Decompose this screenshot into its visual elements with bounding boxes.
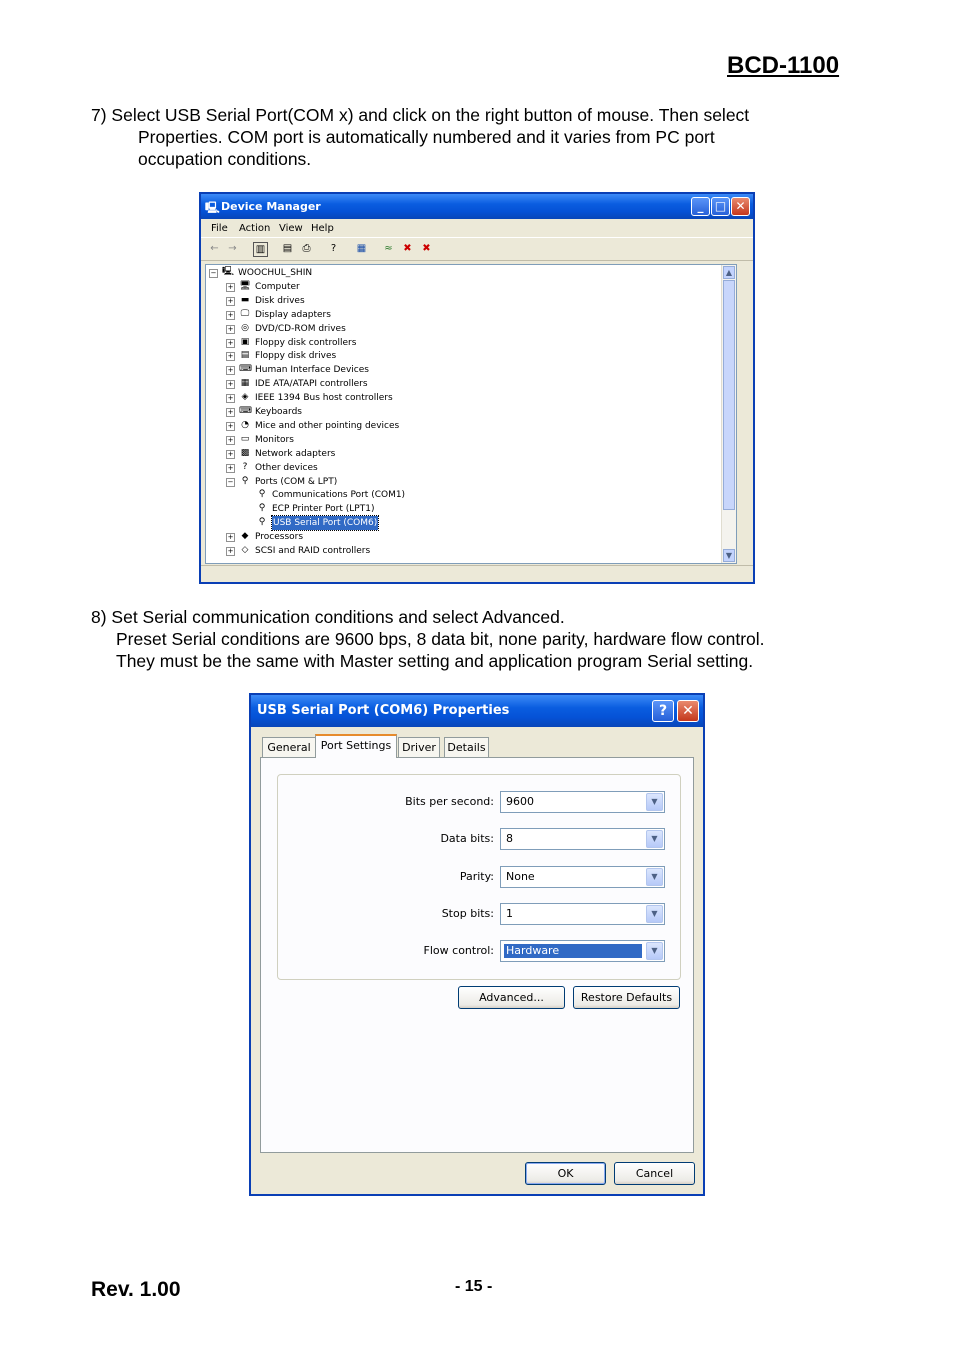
device-manager-window <box>199 192 755 584</box>
maximize-button[interactable] <box>711 197 730 216</box>
device-tree-label: Monitors <box>255 434 294 445</box>
cdrom-icon: ◎ <box>241 322 249 333</box>
expand-icon[interactable]: + <box>227 435 234 444</box>
device-manager-titlebar[interactable] <box>201 194 753 219</box>
flow-control-label: Flow control: <box>423 944 494 957</box>
chevron-down-icon[interactable]: ▼ <box>646 830 663 848</box>
question-device-icon: ? <box>242 461 248 472</box>
expand-icon[interactable]: + <box>227 324 234 333</box>
collapse-icon[interactable]: − <box>210 269 217 277</box>
bits-per-second-select[interactable] <box>500 791 665 813</box>
properties-title: USB Serial Port (COM6) Properties <box>257 703 510 718</box>
show-hide-tree-icon[interactable]: ▥ <box>253 242 268 257</box>
close-button[interactable] <box>731 197 750 216</box>
chevron-down-icon[interactable]: ▼ <box>646 942 663 960</box>
device-tree-label: Keyboards <box>255 407 302 417</box>
step7-line3: occupation conditions. <box>138 149 312 169</box>
port-settings-panel <box>260 757 694 1153</box>
toolbar <box>201 238 753 261</box>
device-tree-label: WOOCHUL_SHIN <box>238 268 313 278</box>
computer-icon: 🖥 <box>239 280 251 291</box>
flow-control-value: Hardware <box>504 944 642 958</box>
expand-icon[interactable]: + <box>227 296 234 305</box>
tab-general[interactable]: General <box>262 737 316 757</box>
bits-per-second-value: 9600 <box>506 795 534 808</box>
chevron-down-icon[interactable]: ▼ <box>646 868 663 886</box>
expand-icon[interactable]: + <box>227 463 234 472</box>
forward-icon[interactable]: → <box>228 243 237 254</box>
display-adapter-icon: 🖵 <box>240 308 250 319</box>
minimize-icon: _ <box>697 199 704 213</box>
device-tree-label: Display adapters <box>255 309 331 320</box>
device-tree-label: Processors <box>255 532 304 543</box>
data-bits-label: Data bits: <box>440 832 494 845</box>
help-icon[interactable]: ? <box>330 243 337 254</box>
expand-icon[interactable]: + <box>227 366 234 375</box>
advanced-button[interactable]: Advanced... <box>458 986 565 1009</box>
scsi-controller-icon: ◇ <box>241 545 249 555</box>
parity-value: None <box>506 870 535 883</box>
menu-action[interactable]: Action <box>239 223 271 234</box>
revision-label: Rev. 1.00 <box>91 1278 181 1301</box>
step7-line2: Properties. COM port is automatically numbered and it varies from PC port <box>138 127 715 147</box>
device-tree-label: Network adapters <box>255 448 336 459</box>
step8-line2: Preset Serial conditions are 9600 bps, 8 data bit, none parity, hardware flow control. <box>116 629 765 649</box>
floppy-controller-icon: ▣ <box>240 336 250 347</box>
expand-icon[interactable]: + <box>227 282 234 291</box>
data-bits-value: 8 <box>506 832 513 845</box>
parity-label: Parity: <box>459 870 494 883</box>
port-settings-group <box>277 774 681 980</box>
menu-help[interactable]: Help <box>311 223 334 234</box>
stop-bits-label: Stop bits: <box>441 907 494 920</box>
chevron-down-icon[interactable]: ▼ <box>646 905 663 923</box>
expand-icon[interactable]: + <box>227 310 234 319</box>
uninstall-device-icon[interactable]: ✖ <box>422 243 431 254</box>
tab-driver[interactable]: Driver <box>398 737 440 757</box>
data-bits-select[interactable] <box>500 828 665 850</box>
parity-select[interactable] <box>500 866 665 888</box>
device-tree-label: Communications Port (COM1) <box>272 490 406 501</box>
hid-icon: ⌨ <box>239 364 252 375</box>
page-number: - 15 - <box>455 1278 493 1295</box>
stop-bits-value: 1 <box>506 907 513 920</box>
help-button[interactable] <box>652 700 674 722</box>
device-tree-label: Mice and other pointing devices <box>255 420 400 431</box>
back-icon[interactable]: ← <box>210 243 219 254</box>
vertical-scrollbar[interactable] <box>721 265 736 563</box>
scroll-down-icon[interactable]: ▼ <box>723 549 735 562</box>
menu-view[interactable]: View <box>279 223 303 234</box>
document-title: BCD-1100 <box>727 52 840 79</box>
maximize-icon: □ <box>714 199 727 213</box>
tab-details[interactable]: Details <box>444 737 489 757</box>
expand-icon[interactable]: + <box>227 547 234 555</box>
device-manager-title: Device Manager <box>221 200 321 213</box>
monitor-icon: ▭ <box>240 433 250 444</box>
restore-defaults-button[interactable]: Restore Defaults <box>573 986 680 1009</box>
device-tree-label: Ports (COM & LPT) <box>255 476 338 487</box>
expand-icon[interactable]: + <box>227 380 234 389</box>
step8-line3: They must be the same with Master setting and application program Serial setting. <box>116 651 754 671</box>
processor-icon: ◆ <box>241 531 249 542</box>
floppy-drive-icon: ▤ <box>240 350 250 361</box>
print-icon[interactable]: ⎙ <box>302 243 311 254</box>
device-tree-label: Disk drives <box>255 295 305 306</box>
device-tree-label: Other devices <box>255 462 318 473</box>
device-tree-label: ECP Printer Port (LPT1) <box>272 504 375 515</box>
device-tree <box>205 264 737 564</box>
ieee1394-icon: ◈ <box>241 392 249 403</box>
port-icon: ⚲ <box>258 489 266 500</box>
scroll-up-icon[interactable]: ▲ <box>723 266 735 279</box>
dialog-close-button[interactable] <box>677 700 699 722</box>
menu-file[interactable]: File <box>211 223 228 234</box>
port-icon: ⚲ <box>258 517 266 528</box>
tab-port-settings[interactable]: Port Settings <box>315 734 397 758</box>
minimize-button[interactable] <box>691 197 710 216</box>
expand-icon[interactable]: + <box>227 338 234 347</box>
properties-titlebar[interactable] <box>251 695 703 727</box>
close-icon: ✕ <box>682 703 694 719</box>
disk-drive-icon: ▬ <box>240 294 250 305</box>
properties-dialog <box>249 693 705 1196</box>
expand-icon[interactable]: + <box>227 449 234 458</box>
ide-controller-icon: ▦ <box>240 378 250 389</box>
port-icon: ⚲ <box>241 475 249 486</box>
update-driver-icon[interactable]: ≈ <box>384 243 393 254</box>
close-icon: ✕ <box>735 199 746 213</box>
mouse-icon: ◔ <box>241 419 249 430</box>
device-tree-label: Human Interface Devices <box>255 365 369 376</box>
expand-icon[interactable]: + <box>227 394 234 403</box>
expand-icon[interactable]: + <box>227 408 234 416</box>
device-tree-label: IEEE 1394 Bus host controllers <box>255 393 393 404</box>
device-manager-icon: 🖳 <box>205 201 220 214</box>
device-tree-label: IDE ATA/ATAPI controllers <box>255 379 368 390</box>
device-tree-label: USB Serial Port (COM6) <box>273 518 378 529</box>
device-tree-label: SCSI and RAID controllers <box>255 546 371 556</box>
bits-per-second-label: Bits per second: <box>405 795 494 808</box>
status-bar <box>201 565 753 582</box>
properties-icon[interactable]: ▤ <box>282 243 293 254</box>
cancel-button[interactable]: Cancel <box>614 1162 695 1185</box>
computer-icon: 🖳 <box>222 267 235 277</box>
step8-line1: 8) Set Serial communication conditions and select Advanced. <box>91 607 565 627</box>
network-adapter-icon: ▩ <box>240 447 250 458</box>
flow-control-select[interactable] <box>500 940 665 962</box>
disable-device-icon[interactable]: ✖ <box>403 243 412 254</box>
device-tree-label: Floppy disk drives <box>255 351 337 362</box>
menu-bar <box>201 219 753 238</box>
expand-icon[interactable]: + <box>227 352 234 361</box>
step7-line1: 7) Select USB Serial Port(COM x) and click on the right button of mouse. Then select <box>91 105 750 125</box>
stop-bits-select[interactable] <box>500 903 665 925</box>
scroll-thumb[interactable] <box>723 280 735 510</box>
expand-icon[interactable]: + <box>227 421 234 430</box>
keyboard-icon: ⌨ <box>239 406 252 416</box>
device-tree-label: DVD/CD-ROM drives <box>255 323 346 334</box>
scan-hardware-icon[interactable]: ▦ <box>356 243 367 254</box>
port-icon: ⚲ <box>258 503 266 514</box>
help-question-icon: ? <box>658 703 668 719</box>
device-tree-label: Computer <box>255 281 300 292</box>
expand-icon[interactable]: + <box>227 533 234 542</box>
chevron-down-icon[interactable]: ▼ <box>646 793 663 811</box>
collapse-icon[interactable]: − <box>227 477 234 486</box>
ok-button[interactable]: OK <box>525 1162 606 1185</box>
device-tree-label: Floppy disk controllers <box>255 337 357 348</box>
